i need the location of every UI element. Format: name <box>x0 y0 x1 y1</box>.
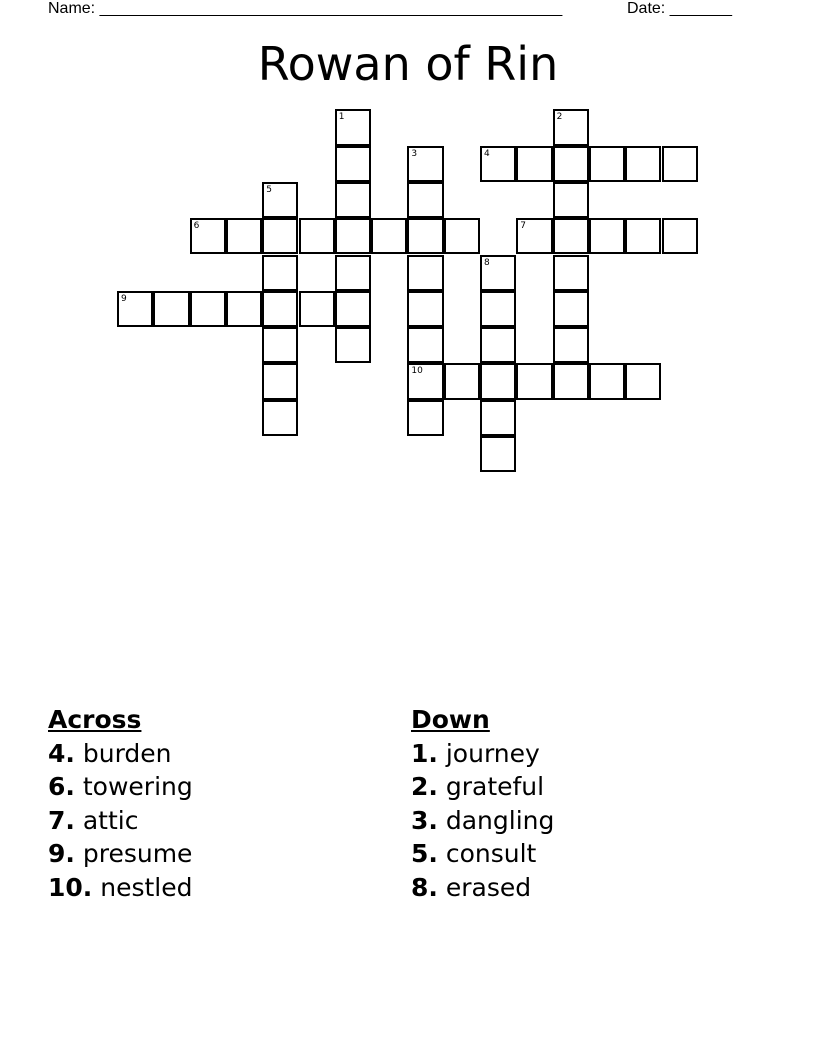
grid-cell[interactable] <box>190 218 226 254</box>
grid-cell[interactable] <box>553 218 589 254</box>
grid-cell[interactable] <box>553 255 589 291</box>
clue-item <box>411 871 751 905</box>
clue-number: 7. <box>48 805 75 835</box>
clue-number: 4. <box>48 738 75 768</box>
grid-cell[interactable] <box>335 255 371 291</box>
clue-number: 6. <box>48 772 75 801</box>
grid-cell[interactable] <box>553 363 589 399</box>
clue-text: burden <box>82 738 172 768</box>
grid-cell[interactable] <box>516 146 552 182</box>
grid-cell[interactable] <box>262 400 298 436</box>
across-heading: Across <box>48 705 142 734</box>
clue-text: presume <box>82 839 193 868</box>
clue-text: journey <box>445 738 540 768</box>
clue-item <box>411 770 751 804</box>
clue-item <box>48 804 368 838</box>
clue-text: towering <box>82 772 193 801</box>
grid-cell[interactable] <box>516 363 552 399</box>
date-field[interactable]: Date: _______ <box>627 0 732 17</box>
grid-cell[interactable] <box>407 182 443 218</box>
grid-cell[interactable] <box>190 291 226 327</box>
grid-cell[interactable] <box>625 146 661 182</box>
grid-cell[interactable] <box>371 218 407 254</box>
clue-number: 9. <box>48 839 75 868</box>
grid-cell[interactable] <box>553 182 589 218</box>
grid-cell[interactable] <box>480 146 516 182</box>
clue-number: 2. <box>411 772 438 801</box>
cell-number: 8 <box>484 257 490 268</box>
grid-cell[interactable] <box>589 146 625 182</box>
grid-cell[interactable] <box>153 291 189 327</box>
name-field[interactable]: Name: ____________________________________________________ <box>48 0 563 17</box>
grid-cell[interactable] <box>480 400 516 436</box>
clue-item <box>48 837 368 871</box>
grid-cell[interactable] <box>407 218 443 254</box>
grid-cell[interactable] <box>553 146 589 182</box>
clue-text: consult <box>445 839 537 868</box>
grid-cell[interactable] <box>662 146 698 182</box>
clue-number: 3. <box>411 805 438 835</box>
grid-cell[interactable] <box>444 363 480 399</box>
grid-cell[interactable] <box>407 400 443 436</box>
grid-cell[interactable] <box>444 218 480 254</box>
cell-number: 10 <box>411 366 423 377</box>
cell-number: 5 <box>266 184 272 195</box>
grid-cell[interactable] <box>480 327 516 363</box>
grid-cell[interactable] <box>335 182 371 218</box>
clue-item <box>48 871 368 905</box>
cell-number: 9 <box>121 293 127 304</box>
clue-item <box>48 737 368 771</box>
grid-cell[interactable] <box>335 146 371 182</box>
cell-number: 2 <box>556 112 563 123</box>
grid-cell[interactable] <box>262 255 298 291</box>
grid-cell[interactable] <box>553 327 589 363</box>
clue-item <box>411 737 751 771</box>
grid-cell[interactable] <box>516 218 552 254</box>
clue-item <box>48 770 368 804</box>
grid-cell[interactable] <box>480 436 516 472</box>
grid-cell[interactable] <box>262 218 298 254</box>
grid-cell[interactable] <box>553 291 589 327</box>
grid-cell[interactable] <box>262 363 298 399</box>
grid-cell[interactable] <box>299 218 335 254</box>
cell-number: 4 <box>484 148 490 159</box>
clue-item <box>411 837 751 871</box>
grid-cell[interactable] <box>589 218 625 254</box>
grid-cell[interactable] <box>480 291 516 327</box>
grid-cell[interactable] <box>589 363 625 399</box>
down-clues <box>411 703 751 904</box>
clue-text: grateful <box>445 772 545 801</box>
grid-cell[interactable] <box>407 327 443 363</box>
page-title: Rowan of Rin <box>257 37 559 91</box>
grid-cell[interactable] <box>226 291 262 327</box>
clue-number: 5. <box>411 839 438 868</box>
clue-number: 10. <box>48 872 93 902</box>
clue-text: erased <box>445 872 532 902</box>
grid-cell[interactable] <box>553 109 589 145</box>
grid-cell[interactable] <box>117 291 153 327</box>
grid-cell[interactable] <box>262 327 298 363</box>
grid-cell[interactable] <box>480 255 516 291</box>
crossword-grid <box>0 0 816 480</box>
grid-cell[interactable] <box>262 182 298 218</box>
grid-cell[interactable] <box>407 146 443 182</box>
grid-cell[interactable] <box>299 291 335 327</box>
cell-number: 1 <box>338 112 345 123</box>
cell-number: 7 <box>520 221 527 232</box>
grid-cell[interactable] <box>625 363 661 399</box>
grid-cell[interactable] <box>407 291 443 327</box>
clue-number: 8. <box>411 872 438 902</box>
grid-cell[interactable] <box>662 218 698 254</box>
clue-item <box>411 804 751 838</box>
grid-cell[interactable] <box>407 363 443 399</box>
cell-number: 3 <box>411 148 418 159</box>
grid-cell[interactable] <box>335 327 371 363</box>
clue-number: 1. <box>411 738 438 768</box>
grid-cell[interactable] <box>226 218 262 254</box>
cell-number: 6 <box>193 221 200 232</box>
down-heading: Down <box>411 705 490 734</box>
grid-cell[interactable] <box>407 255 443 291</box>
clue-text: attic <box>82 805 139 835</box>
across-clues <box>48 703 368 904</box>
grid-cell[interactable] <box>480 363 516 399</box>
grid-cell[interactable] <box>262 291 298 327</box>
clue-text: dangling <box>445 805 555 835</box>
grid-cell[interactable] <box>335 291 371 327</box>
clue-text: nestled <box>100 872 193 902</box>
grid-cell[interactable] <box>335 218 371 254</box>
grid-cell[interactable] <box>625 218 661 254</box>
grid-cell[interactable] <box>335 109 371 145</box>
